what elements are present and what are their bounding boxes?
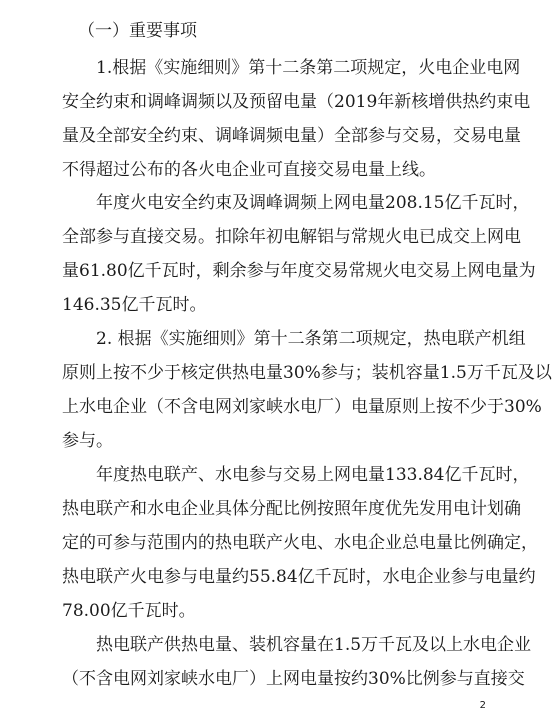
paragraph-line: 年度火电安全约束及调峰调频上网电量208.15亿千瓦时，: [96, 193, 530, 213]
paragraph-line: 全部参与直接交易。扣除年初电解铝与常规火电已成交上网电: [62, 227, 521, 247]
paragraph-line: 146.35亿千瓦时。: [62, 295, 207, 315]
paragraph-line: 量61.80亿千瓦时，剩余参与年度交易常规火电交易上网电量为: [62, 261, 536, 281]
section-heading: （一）重要事项: [78, 21, 197, 41]
paragraph-line: 1.根据《实施细则》第十二条第二项规定，火电企业电网: [96, 58, 521, 78]
paragraph-line: （不含电网刘家峡水电厂）上网电量按约30%比例参与直接交: [62, 669, 525, 689]
paragraph-line: 热电联产火电参与电量约55.84亿千瓦时，水电企业参与电量约: [62, 567, 536, 587]
paragraph-line: 定的可参与范围内的热电联产火电、水电企业总电量比例确定，: [62, 533, 538, 553]
paragraph-line: 原则上按不少于核定供热电量30%参与；装机容量1.5万千瓦及以: [62, 363, 552, 383]
paragraph-line: 年度热电联产、水电参与交易上网电量133.84亿千瓦时，: [96, 465, 530, 485]
paragraph-line: 安全约束和调峰调频以及预留电量（2019年新核增供热约束电: [62, 92, 531, 112]
paragraph-line: 78.00亿千瓦时。: [62, 601, 196, 621]
page-number: 2: [479, 700, 486, 711]
paragraph-line: 不得超过公布的各火电企业可直接交易电量上线。: [62, 160, 436, 180]
paragraph-line: 量及全部安全约束、调峰调频电量）全部参与交易，交易电量: [62, 126, 521, 146]
paragraph-line: 2. 根据《实施细则》第十二条第二项规定，热电联产机组: [96, 329, 526, 349]
paragraph-line: 热电联产供热电量、装机容量在1.5万千瓦及以上水电企业: [96, 635, 532, 655]
paragraph-line: 参与。: [62, 431, 113, 451]
paragraph-line: 上水电企业（不含电网刘家峡水电厂）电量原则上按不少于30%: [62, 397, 542, 417]
paragraph-line: 热电联产和水电企业具体分配比例按照年度优先发用电计划确: [62, 499, 521, 519]
